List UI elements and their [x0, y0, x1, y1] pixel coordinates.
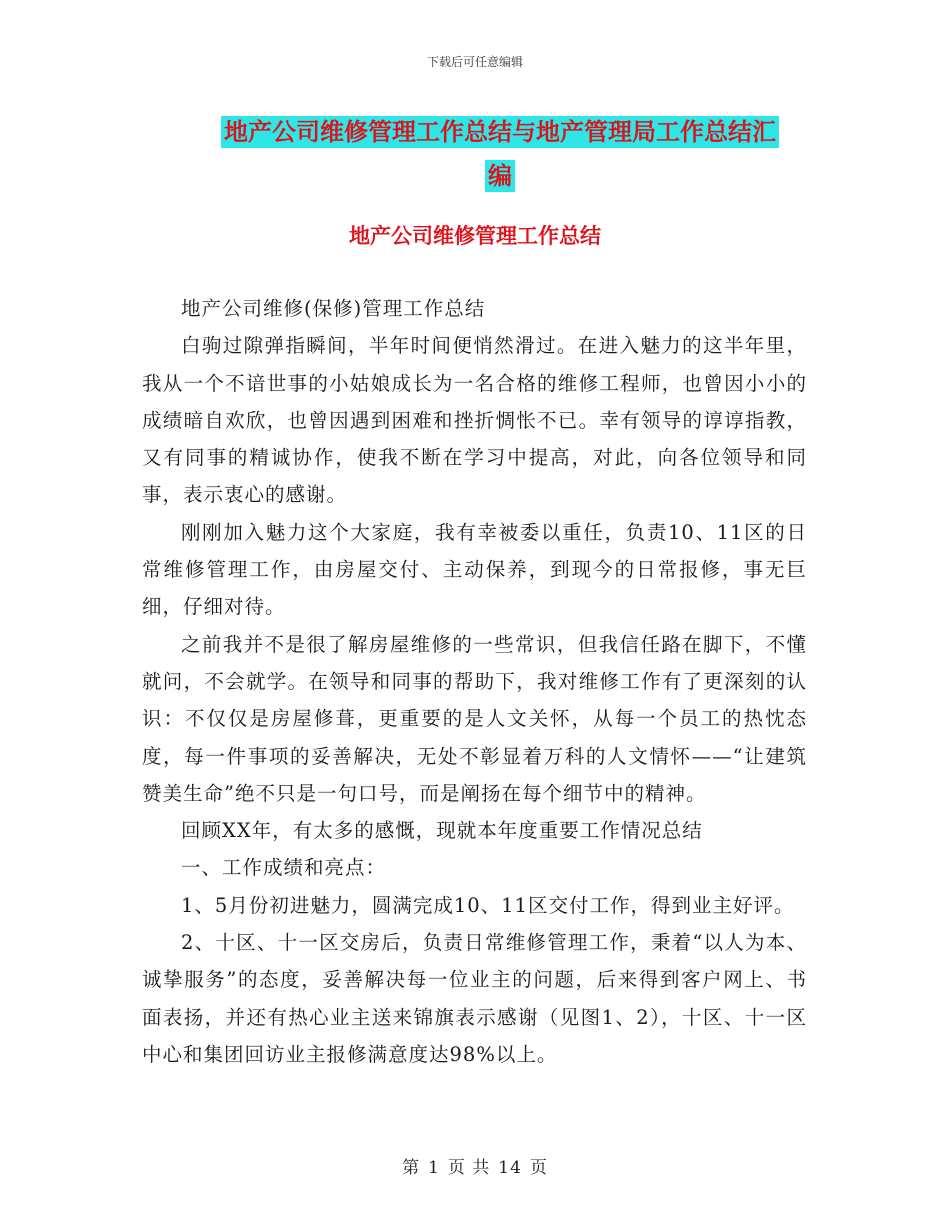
footer-suffix: 页 [529, 1158, 548, 1178]
page-footer [0, 1153, 950, 1178]
paragraph: 白驹过隙弹指瞬间，半年时间便悄然滑过。在进入魅力的这半年里，我从一个不谙世事的小姑娘成长为一名合格的维修工程师，也曾因小小的成绩暗自欢欣，也曾因遇到困难和挫折惆怅不已。幸有领导的谆谆指教，又有同事的精诚协作，使我不断在学习中提高，对此，向各位领导和同事，表示衷心的感谢。 [142, 334, 807, 507]
section-title: 地产公司维修管理工作总结 [349, 224, 601, 248]
footer-prefix: 第 [402, 1158, 421, 1178]
title-line-1: 地产公司维修管理工作总结与地产管理局工作总结汇 [221, 116, 779, 148]
paragraph-subtitle: 地产公司维修(保修)管理工作总结 [181, 297, 486, 320]
footer-page-number: 1 [428, 1158, 440, 1178]
header-note: 下载后可任意编辑 [426, 55, 523, 69]
footer-middle: 页 共 [447, 1158, 491, 1178]
body-text [142, 290, 807, 1073]
paragraph: 刚刚加入魅力这个大家庭，我有幸被委以重任，负责10、11区的日常维修管理工作，由房屋交付、主动保养，到现今的日常报修，事无巨细，仔细对待。 [142, 520, 807, 619]
paragraph: 之前我并不是很了解房屋维修的一些常识，但我信任路在脚下，不懂就问，不会就学。在领导和同事的帮助下，我对维修工作有了更深刻的认识：不仅仅是房屋修葺，更重要的是人文关怀，从每一个员工的热忱态度，每一件事项的妥善解决，无处不彰显着万科的人文情怀——“让建筑赞美生命”绝不只是一句口号，而是阐扬在每个细节中的精神。 [142, 632, 807, 805]
paragraph-item: 1、5月份初进魅力，圆满完成10、11区交付工作，得到业主好评。 [181, 893, 795, 917]
document-title [190, 110, 810, 198]
footer-total-pages: 14 [498, 1158, 522, 1178]
paragraph-item: 2、十区、十一区交房后，负责日常维修管理工作，秉着“以人为本、诚挚服务”的态度，妥善解决每一位业主的问题，后来得到客户网上、书面表扬，并还有热心业主送来锦旗表示感谢（见图1、2），十区、十一区中心和集团回访业主报修满意度达98%以上。 [142, 931, 807, 1066]
title-line-2: 编 [485, 160, 515, 192]
paragraph: 回顾XX年，有太多的感慨，现就本年度重要工作情况总结 [181, 819, 703, 843]
paragraph-heading: 一、工作成绩和亮点： [181, 856, 387, 880]
